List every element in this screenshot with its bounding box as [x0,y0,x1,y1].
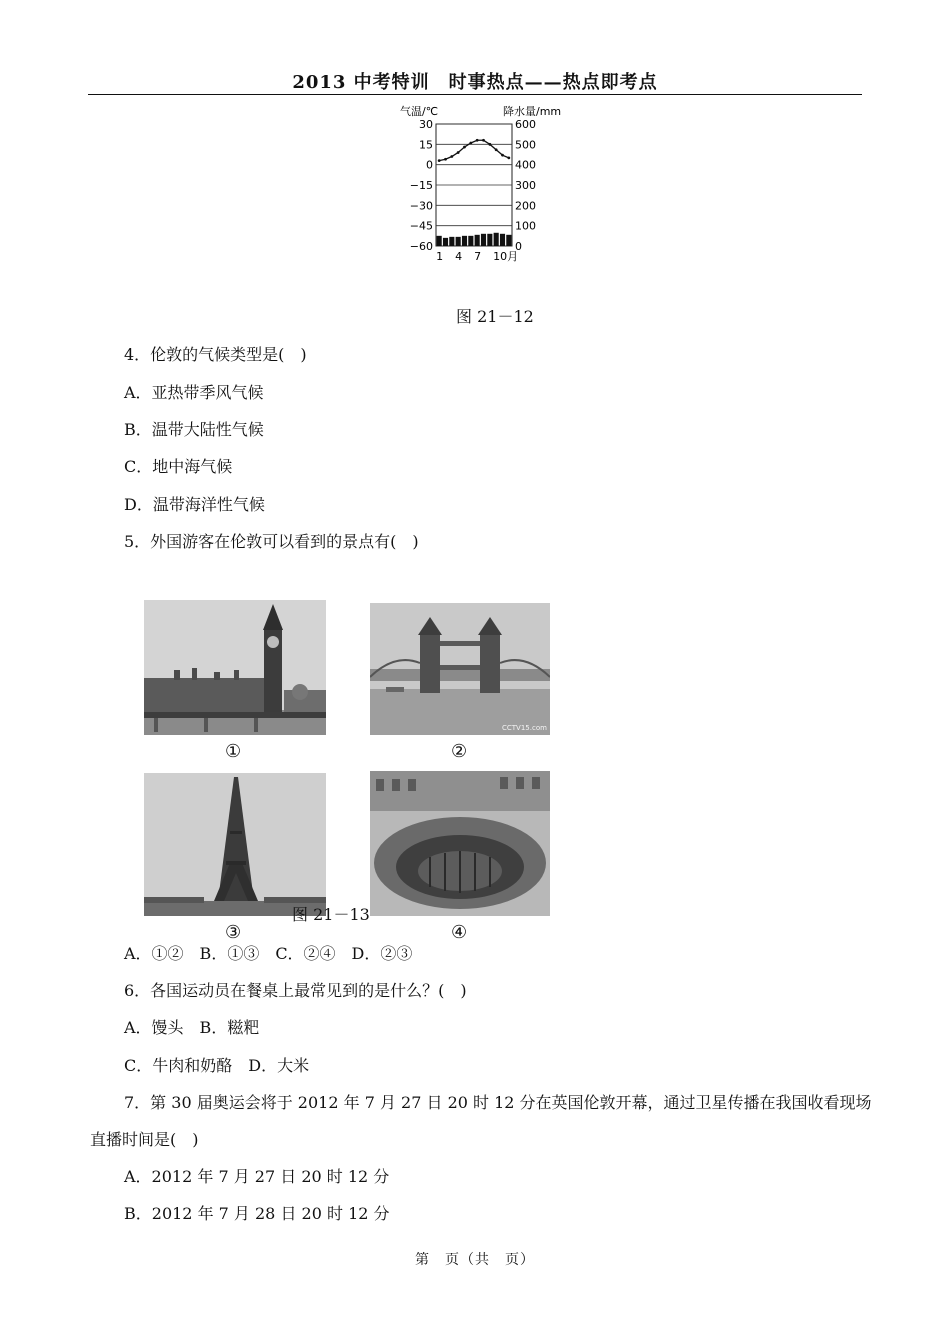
chart-precip-bar [481,234,486,246]
chart-right-tick-label: 500 [515,138,536,152]
chart-precip-bar [456,237,461,246]
chart-left-tick-label: −30 [409,199,433,213]
chart-ylabel-right: 降水量/mm [503,105,562,118]
chart-precip-bar [506,235,511,246]
chart-temp-point [488,143,491,146]
chart-left-tick-label: 15 [419,138,433,152]
chart-precip-bar [468,236,473,246]
figure-caption-21-13: 图 21－13 [292,905,370,924]
chart-temp-point [438,159,441,162]
chart-temp-point [501,154,504,157]
q5-options: A．①② B．①③ C．②④ D．②③ [124,944,413,963]
chart-temp-point [476,139,479,142]
chart-temp-point [450,155,453,158]
q6-stem: 6．各国运动员在餐桌上最常见到的是什么？( ) [124,981,467,1000]
header-rule [88,94,862,95]
page-footer: 第 页（共 页） [415,1252,535,1268]
chart-left-tick-label: 0 [426,158,433,172]
page-header-title: 2013 中考特训 时事热点——热点即考点 [292,72,658,93]
chart-right-tick-label: 600 [515,118,536,131]
q5-stem: 5．外国游客在伦敦可以看到的景点有( ) [124,532,419,551]
q7-option-a: A．2012 年 7 月 27 日 20 时 12 分 [124,1167,390,1186]
photo-colosseum [370,771,550,916]
photo-label-1: ① [225,741,242,762]
photo-eiffel-tower [144,773,326,916]
chart-precip-bar [449,237,454,246]
q6-options-line2: C．牛肉和奶酪 D．大米 [124,1056,310,1075]
chart-precip-bar [487,234,492,246]
q6-options-line1: A．馒头 B．糍粑 [124,1018,260,1037]
photo-label-4: ④ [451,922,468,943]
q4-option-d: D．温带海洋性气候 [124,495,265,514]
photo-label-3: ③ [225,922,242,943]
chart-temp-point [457,151,460,154]
chart-temp-point [495,148,498,151]
chart-x-tick-label: 10月 [493,250,519,263]
chart-ylabel-left: 气温/℃ [400,105,439,118]
photo-watermark: CCTV15.com [502,724,547,732]
chart-precip-bar [475,235,480,246]
chart-temp-point [482,139,485,142]
q7-stem-line2: 直播时间是( ) [90,1130,199,1149]
chart-temp-point [507,156,510,159]
q7-stem-line1: 7．第 30 届奥运会将于 2012 年 7 月 27 日 20 时 12 分在英国伦敦开幕，通过卫星传播在我国收看现场 [124,1093,872,1112]
q7-option-b: B．2012 年 7 月 28 日 20 时 12 分 [124,1204,390,1223]
chart-precip-bar [437,236,442,246]
q4-option-c: C．地中海气候 [124,457,233,476]
chart-right-tick-label: 400 [515,158,536,172]
chart-right-tick-label: 0 [515,240,522,253]
chart-x-tick-label: 1 [436,250,444,263]
climate-chart [400,104,580,266]
photo-label-2: ② [451,741,468,762]
chart-temp-point [469,142,472,145]
chart-right-tick-label: 300 [515,179,536,192]
photo-tower-bridge [370,603,550,735]
q4-option-b: B．温带大陆性气候 [124,420,264,439]
photo-big-ben [144,600,326,735]
chart-temp-line [439,140,509,160]
figure-caption-21-12: 图 21－12 [456,307,534,326]
q4-option-a: A．亚热带季风气候 [124,383,264,402]
chart-x-tick-label: 4 [455,250,463,263]
chart-precip-bar [494,233,499,246]
chart-x-tick-label: 7 [474,250,482,263]
chart-precip-bar [500,234,505,246]
chart-left-tick-label: −45 [409,219,433,233]
chart-precip-bar [462,236,467,246]
chart-right-tick-label: 200 [515,199,536,213]
chart-precip-bar [443,238,448,246]
chart-temp-point [463,146,466,149]
chart-left-tick-label: 30 [419,118,433,131]
chart-right-tick-label: 100 [515,219,536,233]
chart-left-tick-label: −60 [409,240,433,253]
chart-left-tick-label: −15 [409,179,433,192]
chart-temp-point [444,158,447,161]
q4-stem: 4．伦敦的气候类型是( ) [124,345,307,364]
